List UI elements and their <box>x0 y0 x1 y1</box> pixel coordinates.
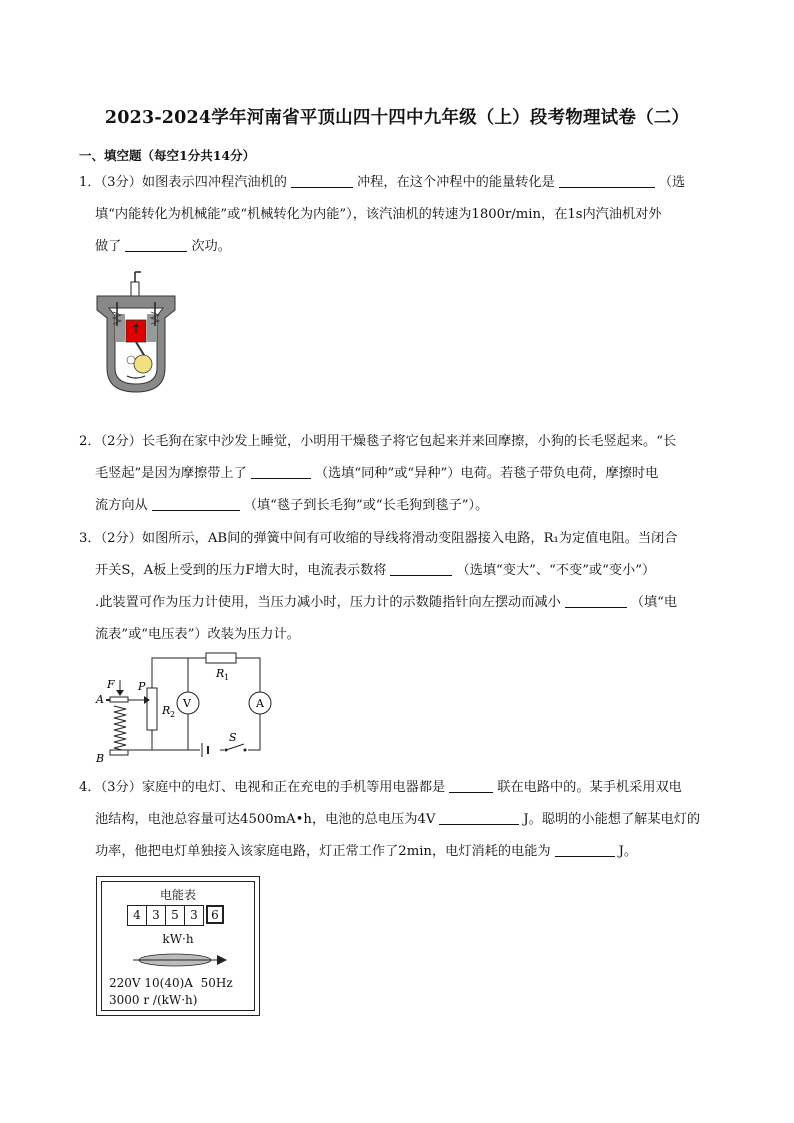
meter-digit-decimal: 6 <box>206 905 224 924</box>
q3-line-4: 流表”或“电压表”）改装为压力计。 <box>95 627 300 642</box>
q4-blank-2[interactable] <box>439 810 519 825</box>
engine-diagram <box>95 268 185 396</box>
switch-label: S <box>229 731 237 744</box>
q2-blank-2[interactable] <box>152 496 240 511</box>
r1-subscript: 1 <box>224 673 230 682</box>
r2-subscript: 2 <box>170 710 176 719</box>
q2-blank-1[interactable] <box>251 464 311 479</box>
meter-digit: 3 <box>185 905 204 926</box>
q1-blank-3[interactable] <box>125 237 187 252</box>
energy-meter <box>96 876 260 1016</box>
q1-blank-2[interactable] <box>559 173 655 188</box>
section-heading: 一、填空题（每空1分共14分） <box>79 148 256 163</box>
question-1 <box>79 167 719 263</box>
force-label: F <box>107 678 115 691</box>
q3-text-d: （填“电 <box>630 595 678 610</box>
meter-spec-2: 3000 r /(kW·h) <box>109 993 198 1007</box>
q2-text-a: 毛竖起”是因为摩擦带上了 <box>95 466 247 481</box>
meter-spec-1: 220V 10(40)A 50Hz <box>109 976 233 990</box>
question-2 <box>79 426 719 522</box>
q4-text-a: 4．（3分）家庭中的电灯、电视和正在充电的手机等用电器都是 <box>79 780 446 795</box>
question-3 <box>79 523 719 651</box>
q3-line-1: 3．（2分）如图所示，AB间的弹簧中间有可收缩的导线将滑动变阻器接入电路，R₁为定值电阻。当闭合 <box>79 531 678 546</box>
meter-digit: 5 <box>166 905 185 926</box>
q4-text-f: J。 <box>618 844 638 859</box>
meter-title: 电能表 <box>159 888 196 902</box>
r1-label: R <box>216 667 225 680</box>
q2-text-b: （选填“同种”或“异种”）电荷。若毯子带负电荷，摩擦时电 <box>314 466 659 481</box>
q3-text-c: .此装置可作为压力计使用，当压力减小时，压力计的示数随指针向左摆动而减小 <box>95 595 561 610</box>
q3-blank-1[interactable] <box>390 561 452 576</box>
q4-text-e: 功率，他把电灯单独接入该家庭电路，灯正常工作了2min，电灯消耗的电能为 <box>95 844 551 859</box>
voltmeter-label: V <box>183 697 191 710</box>
plate-a-label: A <box>96 693 104 706</box>
meter-disk-icon <box>125 951 229 969</box>
q1-blank-1[interactable] <box>291 173 353 188</box>
meter-digit: 3 <box>147 905 166 926</box>
plate-b-label: B <box>96 752 105 765</box>
q2-text-d: （填“毯子到长毛狗”或“长毛狗到毯子”）。 <box>243 498 489 513</box>
meter-digit: 4 <box>127 905 147 926</box>
q4-text-b: 联在电路中的。某手机采用双电 <box>497 780 682 795</box>
q3-text-a: 开关S，A板上受到的压力F增大时，电流表示数将 <box>95 563 387 578</box>
exam-title: 2023-2024学年河南省平顶山四十四中九年级（上）段考物理试卷（二） <box>104 108 690 128</box>
q3-blank-2[interactable] <box>565 593 627 608</box>
ammeter-label: A <box>256 697 264 710</box>
r2-label: R <box>162 704 171 717</box>
meter-digits <box>127 905 224 926</box>
q1-line-2: 填“内能转化为机械能”或“机械转化为内能”），该汽油机的转速为1800r/min，在1s内汽油机对外 <box>95 207 662 222</box>
question-4 <box>79 772 719 868</box>
q4-blank-3[interactable] <box>555 842 615 857</box>
q1-text-c: （选 <box>658 175 686 190</box>
q1-text-d: 做了 <box>95 239 122 254</box>
q2-text-c: 流方向从 <box>95 498 148 513</box>
circuit-diagram <box>92 650 272 770</box>
q2-line-1: 2．（2分）长毛狗在家中沙发上睡觉，小明用干燥毯子将它包起来并来回摩擦，小狗的长毛竖起来。“长 <box>79 434 677 449</box>
q4-text-d: J。聪明的小能想了解某电灯的 <box>523 812 701 827</box>
meter-unit: kW·h <box>162 932 194 946</box>
q4-blank-1[interactable] <box>449 778 493 793</box>
p-label: P <box>138 680 146 693</box>
q4-text-c: 池结构，电池总容量可达4500mA•h，电池的总电压为4V <box>95 812 436 827</box>
q1-text-b: 冲程，在这个冲程中的能量转化是 <box>357 175 555 190</box>
q1-text-a: 1．（3分）如图表示四冲程汽油机的 <box>79 175 287 190</box>
q1-text-e: 次功。 <box>191 239 231 254</box>
q3-text-b: （选填“变大”、“不变”或“变小”） <box>456 563 656 578</box>
